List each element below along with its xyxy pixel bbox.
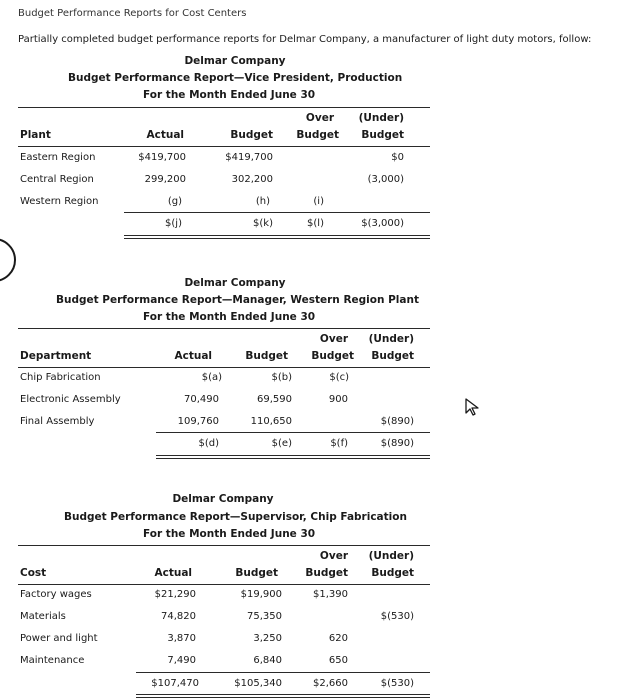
total-under: $(3,000) bbox=[361, 218, 404, 229]
col-under-bottom: Budget bbox=[371, 350, 414, 362]
row-label: Central Region bbox=[20, 174, 94, 185]
col-budget: Budget bbox=[235, 567, 278, 579]
col-under-top: (Under) bbox=[368, 333, 414, 345]
total-over: $2,660 bbox=[313, 678, 348, 689]
col-over-bottom: Budget bbox=[305, 567, 348, 579]
row-over: 620 bbox=[328, 633, 348, 644]
row-actual: $21,290 bbox=[154, 589, 196, 600]
row-over: $(c) bbox=[329, 372, 349, 383]
total-actual: $107,470 bbox=[151, 678, 199, 689]
total-under: $(890) bbox=[380, 438, 414, 449]
row-budget: 6,840 bbox=[253, 655, 282, 666]
row-budget: 69,590 bbox=[257, 394, 292, 405]
row-label: Final Assembly bbox=[20, 416, 95, 427]
report1-company: Delmar Company bbox=[184, 55, 286, 67]
intro-text: Partially completed budget performance reports for Delmar Company, a manufacturer of light duty motors, follow: bbox=[18, 34, 592, 45]
col-under-bottom: Budget bbox=[361, 129, 404, 141]
report3-company: Delmar Company bbox=[172, 493, 274, 505]
divider bbox=[124, 212, 430, 213]
report3-title: Budget Performance Report—Supervisor, Chip Fabrication bbox=[64, 511, 407, 523]
row-under: $(890) bbox=[380, 416, 414, 427]
report3-period: For the Month Ended June 30 bbox=[143, 528, 316, 540]
divider bbox=[18, 328, 430, 329]
row-label: Materials bbox=[20, 611, 66, 622]
col-over-bottom: Budget bbox=[296, 129, 339, 141]
col-under-bottom: Budget bbox=[371, 567, 414, 579]
divider bbox=[156, 432, 430, 433]
report2-period: For the Month Ended June 30 bbox=[143, 311, 316, 323]
page-title: Budget Performance Reports for Cost Centers bbox=[18, 8, 247, 19]
col-under-top: (Under) bbox=[358, 112, 404, 124]
row-label: Electronic Assembly bbox=[20, 394, 121, 405]
report1-period: For the Month Ended June 30 bbox=[143, 89, 316, 101]
selection-circle-marker bbox=[0, 238, 16, 282]
divider bbox=[18, 367, 430, 368]
row-under: $(530) bbox=[380, 611, 414, 622]
divider bbox=[18, 107, 430, 108]
row-actual: 299,200 bbox=[144, 174, 186, 185]
total-under: $(530) bbox=[380, 678, 414, 689]
report2-title: Budget Performance Report—Manager, Western Region Plant bbox=[56, 294, 419, 306]
col-label: Plant bbox=[20, 129, 51, 141]
total-budget: $(k) bbox=[253, 218, 273, 229]
double-underline bbox=[124, 235, 430, 236]
col-actual: Actual bbox=[154, 567, 192, 579]
report2-company: Delmar Company bbox=[184, 277, 286, 289]
row-label: Maintenance bbox=[20, 655, 85, 666]
divider bbox=[18, 545, 430, 546]
double-underline bbox=[136, 694, 430, 695]
divider bbox=[18, 146, 430, 147]
divider bbox=[18, 584, 430, 585]
report1-title: Budget Performance Report—Vice President, Production bbox=[68, 72, 403, 84]
row-actual: (g) bbox=[167, 196, 182, 207]
total-over: $(l) bbox=[307, 218, 324, 229]
total-actual: $(j) bbox=[165, 218, 182, 229]
row-label: Factory wages bbox=[20, 589, 92, 600]
total-budget: $(e) bbox=[271, 438, 292, 449]
row-budget: 75,350 bbox=[247, 611, 282, 622]
row-actual: $(a) bbox=[201, 372, 222, 383]
double-underline bbox=[124, 238, 430, 239]
row-actual: 74,820 bbox=[161, 611, 196, 622]
row-budget: 302,200 bbox=[231, 174, 273, 185]
total-budget: $105,340 bbox=[234, 678, 282, 689]
row-label: Power and light bbox=[20, 633, 98, 644]
col-budget: Budget bbox=[230, 129, 273, 141]
col-label: Cost bbox=[20, 567, 47, 579]
total-actual: $(d) bbox=[198, 438, 219, 449]
col-over-top: Over bbox=[319, 333, 348, 345]
row-over: 650 bbox=[328, 655, 348, 666]
row-budget: 3,250 bbox=[253, 633, 282, 644]
row-over: $1,390 bbox=[313, 589, 348, 600]
col-budget: Budget bbox=[245, 350, 288, 362]
col-over-top: Over bbox=[305, 112, 334, 124]
row-budget: $(b) bbox=[271, 372, 292, 383]
row-under: $0 bbox=[391, 152, 404, 163]
row-over: (i) bbox=[313, 196, 324, 207]
row-actual: 70,490 bbox=[184, 394, 219, 405]
row-budget: $419,700 bbox=[225, 152, 273, 163]
row-actual: $419,700 bbox=[138, 152, 186, 163]
double-underline bbox=[156, 455, 430, 456]
col-over-top: Over bbox=[319, 550, 348, 562]
double-underline bbox=[136, 697, 430, 698]
row-budget: 110,650 bbox=[250, 416, 292, 427]
total-over: $(f) bbox=[330, 438, 348, 449]
col-over-bottom: Budget bbox=[311, 350, 354, 362]
col-label: Department bbox=[20, 350, 92, 362]
row-budget: (h) bbox=[255, 196, 270, 207]
col-actual: Actual bbox=[146, 129, 184, 141]
row-label: Eastern Region bbox=[20, 152, 96, 163]
row-budget: $19,900 bbox=[240, 589, 282, 600]
row-actual: 109,760 bbox=[177, 416, 219, 427]
row-label: Chip Fabrication bbox=[20, 372, 101, 383]
row-over: 900 bbox=[328, 394, 348, 405]
row-actual: 3,870 bbox=[167, 633, 196, 644]
col-actual: Actual bbox=[174, 350, 212, 362]
double-underline bbox=[156, 458, 430, 459]
divider bbox=[136, 672, 430, 673]
col-under-top: (Under) bbox=[368, 550, 414, 562]
row-actual: 7,490 bbox=[167, 655, 196, 666]
mouse-pointer-icon bbox=[462, 396, 484, 418]
row-under: (3,000) bbox=[367, 174, 404, 185]
row-label: Western Region bbox=[20, 196, 99, 207]
